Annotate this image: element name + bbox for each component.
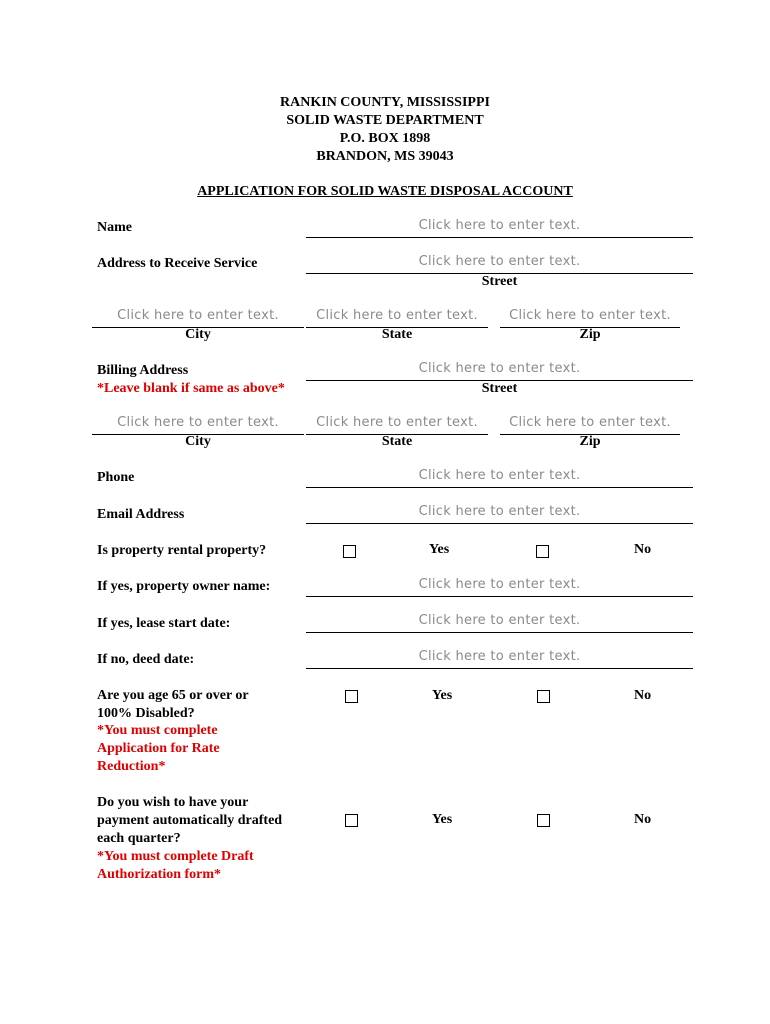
age-yes-label: Yes — [432, 688, 453, 703]
service-city-label: City — [185, 327, 211, 342]
rental-yes-label: Yes — [429, 542, 450, 557]
draft-no-label: No — [634, 812, 652, 827]
service-state-field[interactable]: Click here to enter text. — [306, 307, 488, 328]
header-po-box: P.O. BOX 1898 — [339, 131, 431, 146]
deed-date-label: If no, deed date: — [97, 652, 195, 667]
billing-city-label: City — [185, 434, 211, 449]
rental-yes-checkbox[interactable] — [343, 545, 356, 558]
billing-city-field[interactable]: Click here to enter text. — [92, 414, 304, 435]
billing-note: *Leave blank if same as above* — [97, 381, 285, 396]
billing-zip-field[interactable]: Click here to enter text. — [500, 414, 680, 435]
age-note-line2: Application for Rate — [97, 741, 220, 756]
phone-field[interactable]: Click here to enter text. — [306, 467, 693, 488]
draft-question-line1: Do you wish to have your — [97, 795, 249, 810]
age-question-line2: 100% Disabled? — [97, 706, 195, 721]
billing-street-field[interactable]: Click here to enter text. — [306, 360, 693, 381]
billing-street-label: Street — [481, 381, 518, 396]
name-field[interactable]: Click here to enter text. — [306, 217, 693, 238]
draft-question-line2: payment automatically drafted — [97, 813, 283, 828]
age-note-line3: Reduction* — [97, 759, 166, 774]
billing-zip-label: Zip — [579, 434, 601, 449]
service-address-label: Address to Receive Service — [97, 256, 258, 271]
service-street-label: Street — [481, 274, 518, 289]
service-state-label: State — [381, 327, 413, 342]
draft-yes-label: Yes — [432, 812, 453, 827]
draft-no-checkbox[interactable] — [537, 814, 550, 827]
draft-yes-checkbox[interactable] — [345, 814, 358, 827]
service-zip-label: Zip — [579, 327, 601, 342]
age-no-label: No — [634, 688, 652, 703]
owner-name-label: If yes, property owner name: — [97, 579, 271, 594]
age-no-checkbox[interactable] — [537, 690, 550, 703]
owner-name-field[interactable]: Click here to enter text. — [306, 576, 693, 597]
draft-note-line1: *You must complete Draft — [97, 849, 254, 864]
header-department: SOLID WASTE DEPARTMENT — [286, 113, 484, 128]
billing-address-label: Billing Address — [97, 363, 189, 378]
email-label: Email Address — [97, 507, 185, 522]
deed-date-field[interactable]: Click here to enter text. — [306, 648, 693, 669]
email-field[interactable]: Click here to enter text. — [306, 503, 693, 524]
draft-note-line2: Authorization form* — [97, 867, 222, 882]
rental-no-checkbox[interactable] — [536, 545, 549, 558]
service-zip-field[interactable]: Click here to enter text. — [500, 307, 680, 328]
rental-question: Is property rental property? — [97, 543, 267, 558]
name-label: Name — [97, 220, 132, 235]
service-street-field[interactable]: Click here to enter text. — [306, 253, 693, 274]
header-city-state: BRANDON, MS 39043 — [316, 149, 454, 164]
draft-question-line3: each quarter? — [97, 831, 181, 846]
lease-date-field[interactable]: Click here to enter text. — [306, 612, 693, 633]
billing-state-label: State — [381, 434, 413, 449]
form-title: APPLICATION FOR SOLID WASTE DISPOSAL ACCOUNT — [197, 184, 573, 199]
age-yes-checkbox[interactable] — [345, 690, 358, 703]
lease-date-label: If yes, lease start date: — [97, 616, 231, 631]
phone-label: Phone — [97, 470, 135, 485]
header-county: RANKIN COUNTY, MISSISSIPPI — [280, 95, 490, 110]
rental-no-label: No — [634, 542, 652, 557]
age-question-line1: Are you age 65 or over or — [97, 688, 249, 703]
age-note-line1: *You must complete — [97, 723, 218, 738]
service-city-field[interactable]: Click here to enter text. — [92, 307, 304, 328]
billing-state-field[interactable]: Click here to enter text. — [306, 414, 488, 435]
